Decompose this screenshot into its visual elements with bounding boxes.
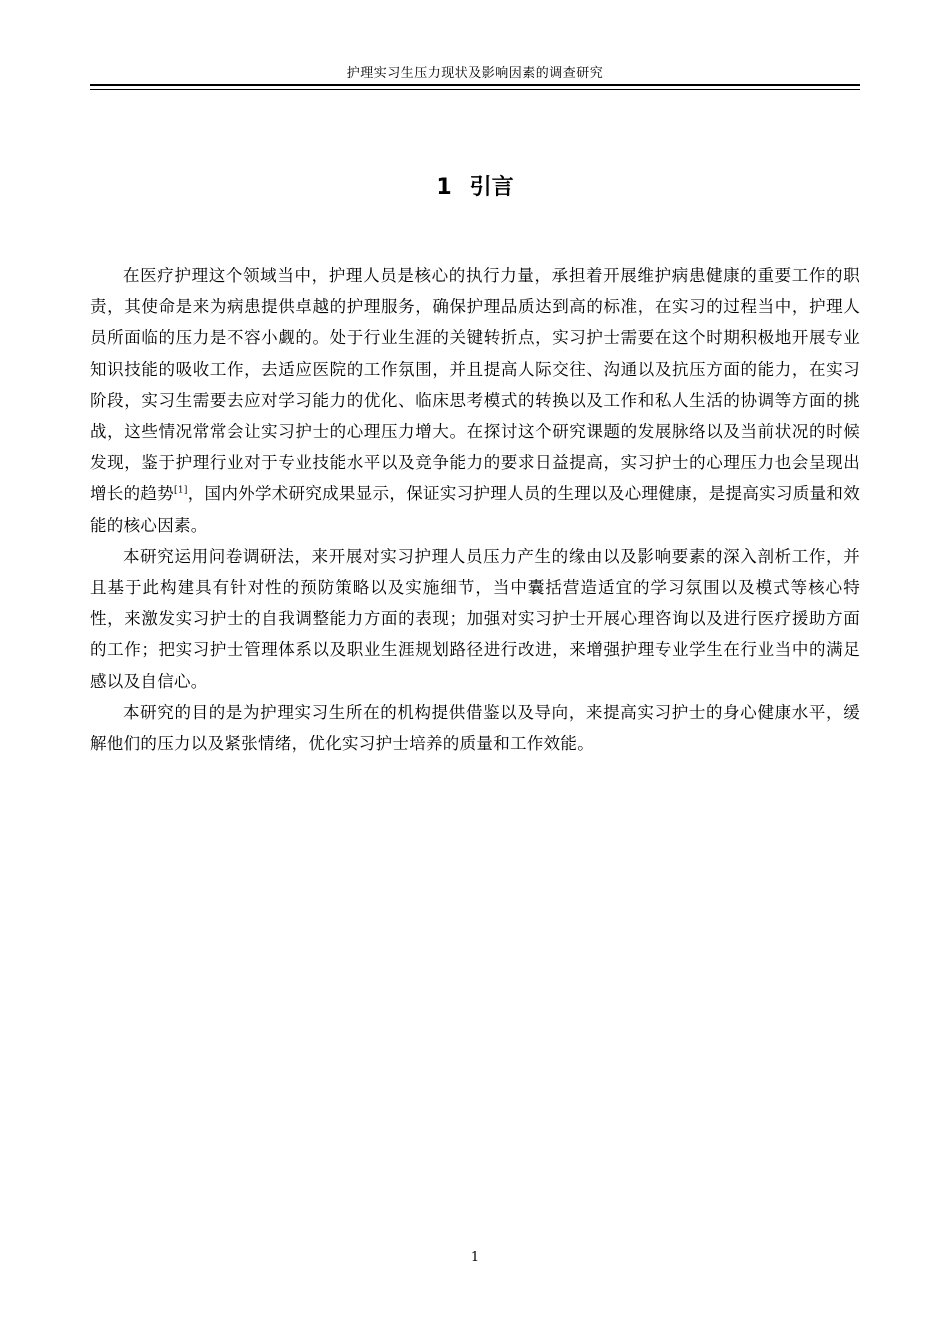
- paragraph-1-text: 在医疗护理这个领域当中，护理人员是核心的执行力量，承担着开展维护病患健康的重要工作的职责，其使命是来为病患提供卓越的护理服务，确保护理品质达到高的标准，在实习的过程当中，护理人员所面临的压力是不容小觑的。处于行业生涯的关键转折点，实习护士需要在这个时期积极地开展专业知识技能的吸收工作，去适应医院的工作氛围，并且提高人际交往、沟通以及抗压方面的能力，在实习阶段，实习生需要去应对学习能力的优化、临床思考模式的转换以及工作和私人生活的协调等方面的挑战，这些情况常常会让实习护士的心理压力增大。在探讨这个研究课题的发展脉络以及当前状况的时候发现，鉴于护理行业对于专业技能水平以及竞争能力的要求日益提高，实习护士的心理压力也会呈现出增长的趋势: [90, 266, 860, 504]
- paragraph-1: [90, 260, 860, 541]
- header-rule-thick: [90, 84, 860, 86]
- section-title-text: 引言: [469, 175, 514, 200]
- paragraph-1-text-cont: ，国内外学术研究成果显示，保证实习护理人员的生理以及心理健康，是提高实习质量和效能的核心因素。: [90, 484, 861, 535]
- running-header: 护理实习生压力现状及影响因素的调查研究: [346, 66, 604, 81]
- citation-ref[interactable]: [1]: [174, 485, 188, 496]
- header-rule-thin: [90, 89, 860, 90]
- paragraph-2: 本研究运用问卷调研法，来开展对实习护理人员压力产生的缘由以及影响要素的深入剖析工作，并且基于此构建具有针对性的预防策略以及实施细节，当中囊括营造适宜的学习氛围以及模式等核心特性，来激发实习护士的自我调整能力方面的表现；加强对实习护士开展心理咨询以及进行医疗援助方面的工作；把实习护士管理体系以及职业生涯规划路径进行改进，来增强护理专业学生在行业当中的满足感以及自信心。: [90, 546, 860, 691]
- body-text: [90, 260, 860, 759]
- paragraph-3: 本研究的目的是为护理实习生所在的机构提供借鉴以及导向，来提高实习护士的身心健康水平，缓解他们的压力以及紧张情绪，优化实习护士培养的质量和工作效能。: [90, 702, 860, 754]
- section-title: [90, 172, 860, 204]
- section-number: 1: [436, 175, 452, 200]
- page-number: 1: [470, 1250, 480, 1265]
